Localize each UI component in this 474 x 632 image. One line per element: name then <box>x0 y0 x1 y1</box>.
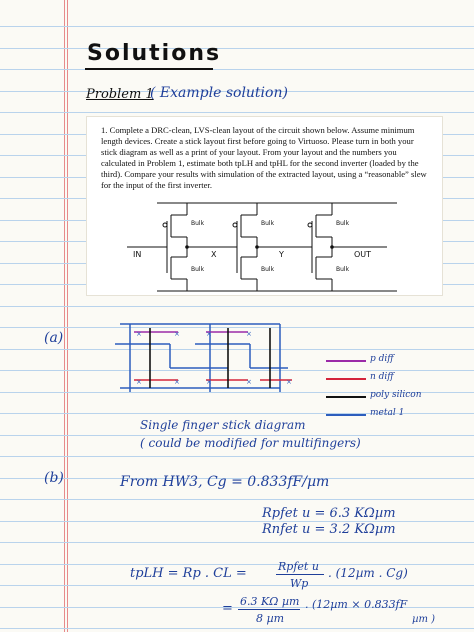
legend-label-ndiff: n diff <box>370 372 394 382</box>
svg-text:×: × <box>174 378 180 386</box>
ruled-line <box>0 585 474 586</box>
example-label: ( Example solution) <box>150 85 288 101</box>
problem-excerpt <box>86 116 443 296</box>
stick-caption-line2: ( could be modified for multifingers) <box>140 436 361 450</box>
bulk-label: Bulk <box>336 266 350 273</box>
svg-text:×: × <box>206 378 212 386</box>
problem-text: 1. Complete a DRC-clean, LVS-clean layout of the circuit shown below. Assume minimum length devices. Create a stick layout first before going to Virtuoso. Please turn in both your stick diagram as well as a print of your layout. From your layout and the numbers you calculated in Problem 1, estimate both tpLH and tpHL for the second inverter (loaded by the third). Compare your results with simulation of the extracted layout, using a “reasonable” slew for the input of the first inverter. <box>101 125 427 190</box>
legend-label-poly: poly silicon <box>370 390 422 400</box>
ruled-line <box>0 499 474 500</box>
legend-swatch-ndiff <box>326 378 366 380</box>
fraction-numerator-rpfet: Rpfet u <box>278 560 319 573</box>
legend-swatch-pdiff <box>326 360 366 362</box>
ruled-line <box>0 48 474 49</box>
bulk-label: Bulk <box>336 220 350 227</box>
equation-rpfet: Rpfet u = 6.3 KΩµm <box>262 506 396 521</box>
equation-load: . (12µm . Cg) <box>328 566 408 580</box>
legend-label-pdiff: p diff <box>370 354 394 364</box>
ruled-line <box>0 456 474 457</box>
ruled-line <box>0 564 474 565</box>
svg-text:×: × <box>136 330 142 338</box>
legend-swatch-poly <box>326 396 366 398</box>
legend-label-metal1: metal 1 <box>370 408 405 418</box>
equation-cg: From HW3, Cg = 0.833fF/µm <box>120 474 330 490</box>
margin-line <box>67 0 68 632</box>
fraction-denominator-wp: Wp <box>290 577 309 590</box>
equation-rnfet: Rnfet u = 3.2 KΩµm <box>262 522 396 537</box>
equation-load-value: . (12µm × 0.833fF <box>305 598 408 611</box>
node-label-in: IN <box>133 250 142 259</box>
ruled-line <box>0 112 474 113</box>
node-label-out: OUT <box>354 250 372 259</box>
ruled-line <box>0 306 474 307</box>
margin-line <box>64 0 65 632</box>
svg-text:×: × <box>246 330 252 338</box>
svg-text:×: × <box>174 330 180 338</box>
unit-denominator: µm ) <box>412 614 436 625</box>
ruled-line <box>0 521 474 522</box>
svg-text:×: × <box>206 330 212 338</box>
equals-sign: = <box>222 601 233 616</box>
ruled-line <box>0 628 474 629</box>
fraction-bar <box>276 574 324 575</box>
legend-swatch-metal1 <box>326 414 366 416</box>
title-underline <box>85 68 213 70</box>
bulk-label: Bulk <box>261 220 275 227</box>
bulk-label: Bulk <box>191 220 205 227</box>
fraction-bar <box>238 609 300 610</box>
equation-tplh: tpLH = Rp . CL = <box>130 566 247 581</box>
problem-label: Problem 1 <box>86 87 154 102</box>
bulk-label: Bulk <box>191 266 205 273</box>
node-label-y: Y <box>279 250 284 259</box>
svg-text:×: × <box>286 378 292 386</box>
bulk-label: Bulk <box>261 266 275 273</box>
page-title: Solutions <box>87 41 222 66</box>
fraction-numerator-rp-value: 6.3 KΩ µm <box>240 595 300 608</box>
svg-text:×: × <box>246 378 252 386</box>
fraction-denominator-width: 8 µm <box>256 612 285 625</box>
ruled-line <box>0 69 474 70</box>
stick-diagram <box>110 318 300 398</box>
ruled-line <box>0 26 474 27</box>
part-a-label: (a) <box>44 330 64 346</box>
ruled-line <box>0 542 474 543</box>
part-b-label: (b) <box>44 470 64 486</box>
node-label-x: X <box>211 250 217 259</box>
stick-caption-line1: Single finger stick diagram <box>140 418 306 432</box>
svg-text:×: × <box>136 378 142 386</box>
inverter-chain-schematic <box>87 199 442 295</box>
